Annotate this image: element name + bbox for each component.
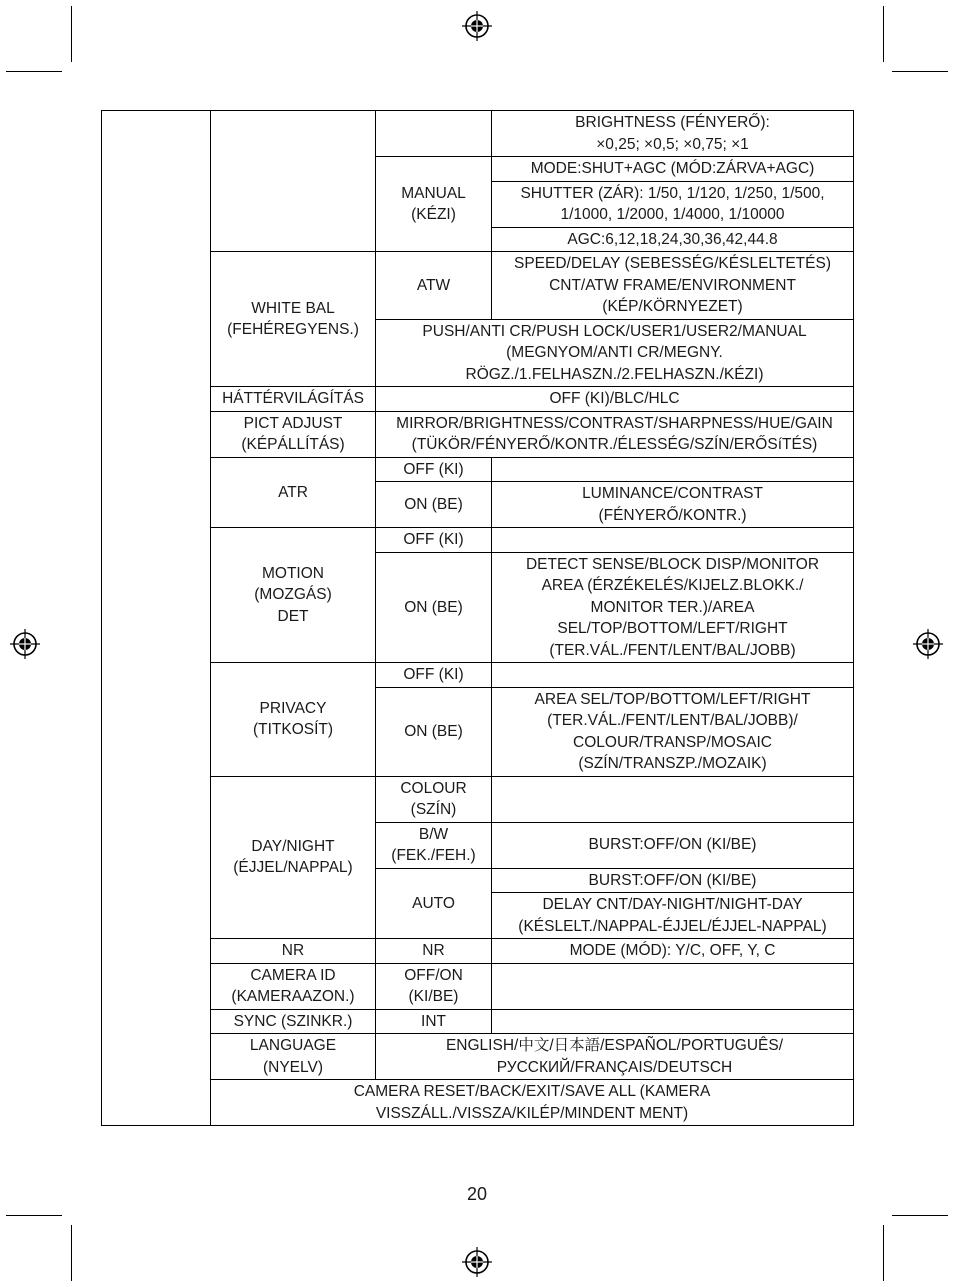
privacy-off-value-empty [492, 663, 854, 688]
day-night-colour: COLOUR (SZÍN) [376, 776, 492, 822]
privacy-on-options: AREA SEL/TOP/BOTTOM/LEFT/RIGHT (TER.VÁL./FENT/LENT/BAL/JOBB)/ COLOUR/TRANSP/MOSAIC (SZÍN/TRANSZP./MOZAIK) [492, 687, 854, 776]
privacy-on: ON (BE) [376, 687, 492, 776]
camera-reset-options: CAMERA RESET/BACK/EXIT/SAVE ALL (KAMERA VISSZÁLL./VISSZA/KILÉP/MINDENT MENT) [211, 1080, 854, 1126]
auto-burst-option: BURST:OFF/ON (KI/BE) [492, 868, 854, 893]
day-night-bw: B/W (FEK./FEH.) [376, 822, 492, 868]
submenu-cell-empty [376, 111, 492, 157]
manual-mode-label: MANUAL (KÉZI) [376, 157, 492, 252]
crop-mark [883, 1225, 884, 1281]
crop-mark [71, 6, 72, 62]
sync-label: SYNC (SZINKR.) [211, 1009, 376, 1034]
menu-column-blank [102, 111, 211, 1126]
language-label: LANGUAGE (NYELV) [211, 1034, 376, 1080]
crop-mark [892, 1215, 948, 1216]
language-options: ENGLISH/中文/日本語/ESPAÑOL/PORTUGUÊS/ РУССКИЙ/FRANÇAIS/DEUTSCH [376, 1034, 854, 1080]
nr-mode-options: MODE (MÓD): Y/C, OFF, Y, C [492, 939, 854, 964]
atr-label: ATR [211, 457, 376, 528]
nr-sub: NR [376, 939, 492, 964]
table-row [102, 111, 854, 157]
sync-empty [492, 1009, 854, 1034]
backlight-label: HÁTTÉRVILÁGÍTÁS [211, 387, 376, 412]
brightness-options [492, 111, 854, 157]
camera-id-value: OFF/ON (KI/BE) [376, 963, 492, 1009]
table-row [102, 1080, 854, 1126]
colour-value-empty [492, 776, 854, 822]
crop-mark [71, 1225, 72, 1281]
registration-mark-icon [10, 629, 40, 659]
atr-off: OFF (KI) [376, 457, 492, 482]
brightness-line: BRIGHTNESS (FÉNYERŐ): [575, 114, 770, 131]
atr-on: ON (BE) [376, 482, 492, 528]
table-row [102, 939, 854, 964]
day-night-label: DAY/NIGHT (ÉJJEL/NAPPAL) [211, 776, 376, 939]
table-row [102, 963, 854, 1009]
privacy-off: OFF (KI) [376, 663, 492, 688]
nr-label: NR [211, 939, 376, 964]
menu-settings-table [101, 110, 854, 1126]
table-row [102, 776, 854, 822]
registration-mark-icon [462, 11, 492, 41]
camera-id-label: CAMERA ID (KAMERAAZON.) [211, 963, 376, 1009]
motion-on-options: DETECT SENSE/BLOCK DISP/MONITOR AREA (ÉRZÉKELÉS/KIJELZ.BLOKK./ MONITOR TER.)/AREA SEL/TOP/BOTTOM/LEFT/RIGHT (TER.VÁL./FENT/LENT/BAL/JOBB) [492, 552, 854, 663]
privacy-label: PRIVACY (TITKOSÍT) [211, 663, 376, 777]
crop-mark [6, 1215, 62, 1216]
agc-options: AGC:6,12,18,24,30,36,42,44.8 [492, 227, 854, 252]
table-row [102, 528, 854, 553]
atr-on-options: LUMINANCE/CONTRAST (FÉNYERŐ/KONTR.) [492, 482, 854, 528]
registration-mark-icon [462, 1247, 492, 1277]
table-row [102, 252, 854, 320]
pict-adjust-options: MIRROR/BRIGHTNESS/CONTRAST/SHARPNESS/HUE/GAIN (TÜKÖR/FÉNYERŐ/KONTR./ÉLESSÉG/SZÍN/ERŐSíTÉS) [376, 411, 854, 457]
crop-mark [892, 71, 948, 72]
white-bal-label: WHITE BAL (FEHÉREGYENS.) [211, 252, 376, 387]
crop-mark [6, 71, 62, 72]
brightness-values: ×0,25; ×0,5; ×0,75; ×1 [596, 135, 749, 153]
pict-adjust-label: PICT ADJUST (KÉPÁLLÍTÁS) [211, 411, 376, 457]
backlight-options: OFF (KI)/BLC/HLC [376, 387, 854, 412]
page-number: 20 [466, 1184, 488, 1204]
sync-value: INT [376, 1009, 492, 1034]
camera-id-empty [492, 963, 854, 1009]
atw-options: SPEED/DELAY (SEBESSÉG/KÉSLELTETÉS) CNT/ATW FRAME/ENVIRONMENT (KÉP/KÖRNYEZET) [492, 252, 854, 320]
motion-off: OFF (KI) [376, 528, 492, 553]
table-row [102, 1034, 854, 1080]
shutter-options: SHUTTER (ZÁR): 1/50, 1/120, 1/250, 1/500, 1/1000, 1/2000, 1/4000, 1/10000 [492, 181, 854, 227]
table-row [102, 457, 854, 482]
motion-off-value-empty [492, 528, 854, 553]
menu-item-cell-empty [211, 111, 376, 252]
crop-mark [883, 6, 884, 62]
atr-off-value-empty [492, 457, 854, 482]
registration-mark-icon [913, 629, 943, 659]
table-row [102, 387, 854, 412]
day-night-auto: AUTO [376, 868, 492, 939]
table-row [102, 663, 854, 688]
white-bal-options: PUSH/ANTI CR/PUSH LOCK/USER1/USER2/MANUAL (MEGNYOM/ANTI CR/MEGNY. RÖGZ./1.FELHASZN./2.FELHASZN./KÉZI) [376, 319, 854, 387]
mode-option: MODE:SHUT+AGC (MÓD:ZÁRVA+AGC) [492, 157, 854, 182]
atw-label: ATW [376, 252, 492, 320]
motion-det-label: MOTION (MOZGÁS) DET [211, 528, 376, 663]
table-row [102, 1009, 854, 1034]
bw-burst-option: BURST:OFF/ON (KI/BE) [492, 822, 854, 868]
motion-on: ON (BE) [376, 552, 492, 663]
table-row [102, 411, 854, 457]
auto-delay-options: DELAY CNT/DAY-NIGHT/NIGHT-DAY (KÉSLELT./NAPPAL-ÉJJEL/ÉJJEL-NAPPAL) [492, 893, 854, 939]
